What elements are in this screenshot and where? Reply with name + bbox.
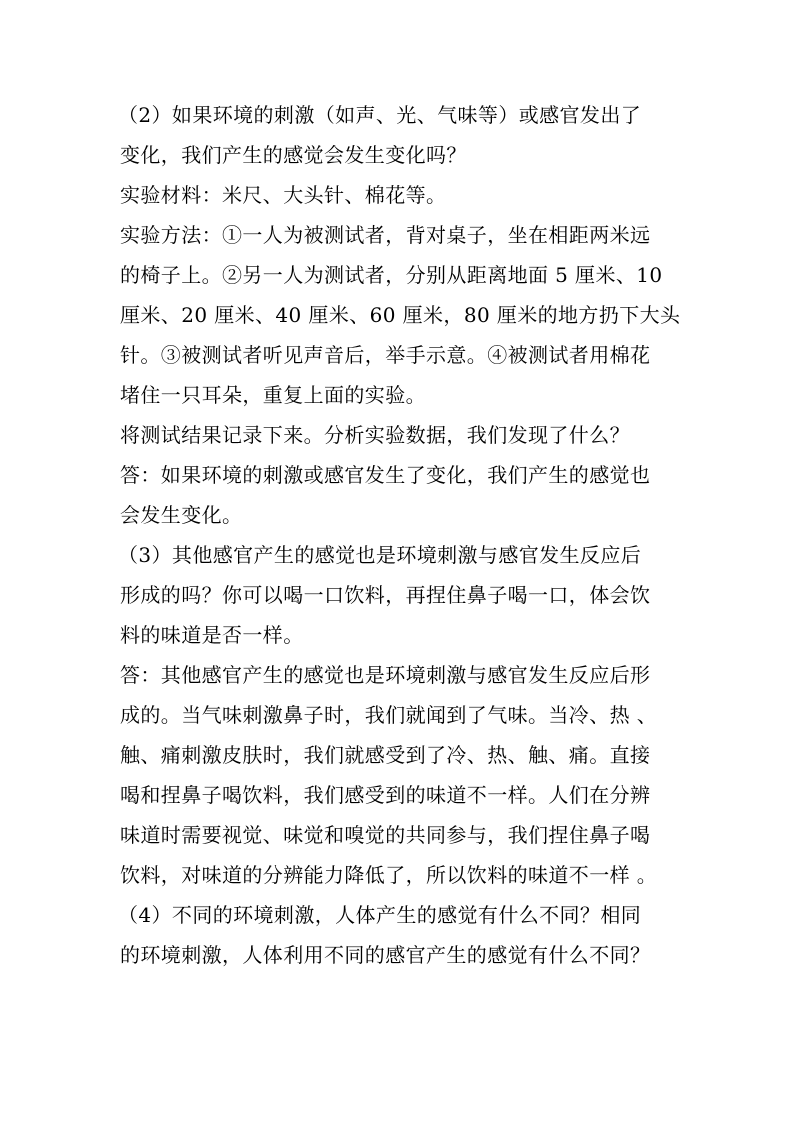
question-4-line-2: 的环境刺激，人体利用不同的感官产生的感觉有什么不同？ (120, 943, 651, 967)
question-3-line-2: 形成的吗？你可以喝一口饮料，再捏住鼻子喝一口，体会饮 (120, 583, 651, 607)
experiment-materials: 实验材料：米尺、大头针、棉花等。 (120, 183, 447, 207)
experiment-method-line-5: 堵住一只耳朵，重复上面的实验。 (120, 383, 426, 407)
question-4-line-1: （4）不同的环境刺激，人体产生的感觉有什么不同？相同 (118, 903, 642, 927)
experiment-method-line-1: 实验方法：①一人为被测试者，背对桌子，坐在相距两米远 (120, 223, 651, 247)
experiment-method-line-2: 的椅子上。②另一人为测试者，分别从距离地面 5 厘米、10 (120, 263, 663, 287)
experiment-method-line-4: 针。③被测试者听见声音后，举手示意。④被测试者用棉花 (120, 343, 651, 367)
answer-3-line-6: 饮料，对味道的分辨能力降低了，所以饮料的味道不一样 。 (120, 863, 658, 887)
answer-2-line-2: 会发生变化。 (120, 503, 243, 527)
question-2-line-2: 变化，我们产生的感觉会发生变化吗？ (120, 143, 467, 167)
answer-3-line-2: 成的。当气味刺激鼻子时，我们就闻到了气味。当冷、热 、 (120, 703, 658, 727)
answer-3-line-3: 触、痛刺激皮肤时，我们就感受到了冷、热、触、痛。直接 (120, 743, 651, 767)
experiment-method-line-3: 厘米、20 厘米、40 厘米、60 厘米，80 厘米的地方扔下大头 (120, 303, 681, 327)
answer-3-line-5: 味道时需要视觉、味觉和嗅觉的共同参与，我们捏住鼻子喝 (120, 823, 651, 847)
question-3-line-3: 料的味道是否一样。 (120, 623, 304, 647)
question-3-line-1: （3）其他感官产生的感觉也是环境刺激与感官发生反应后 (118, 543, 642, 567)
answer-3-line-1: 答：其他感官产生的感觉也是环境刺激与感官发生反应后形 (120, 663, 651, 687)
answer-3-line-4: 喝和捏鼻子喝饮料，我们感受到的味道不一样。人们在分辨 (120, 783, 651, 807)
question-2-line-1: （2）如果环境的刺激（如声、光、气味等）或感官发出了 (118, 103, 642, 127)
answer-2-line-1: 答：如果环境的刺激或感官发生了变化，我们产生的感觉也 (120, 463, 651, 487)
record-results-prompt: 将测试结果记录下来。分析实验数据，我们发现了什么？ (120, 423, 630, 447)
document-body (120, 95, 680, 975)
